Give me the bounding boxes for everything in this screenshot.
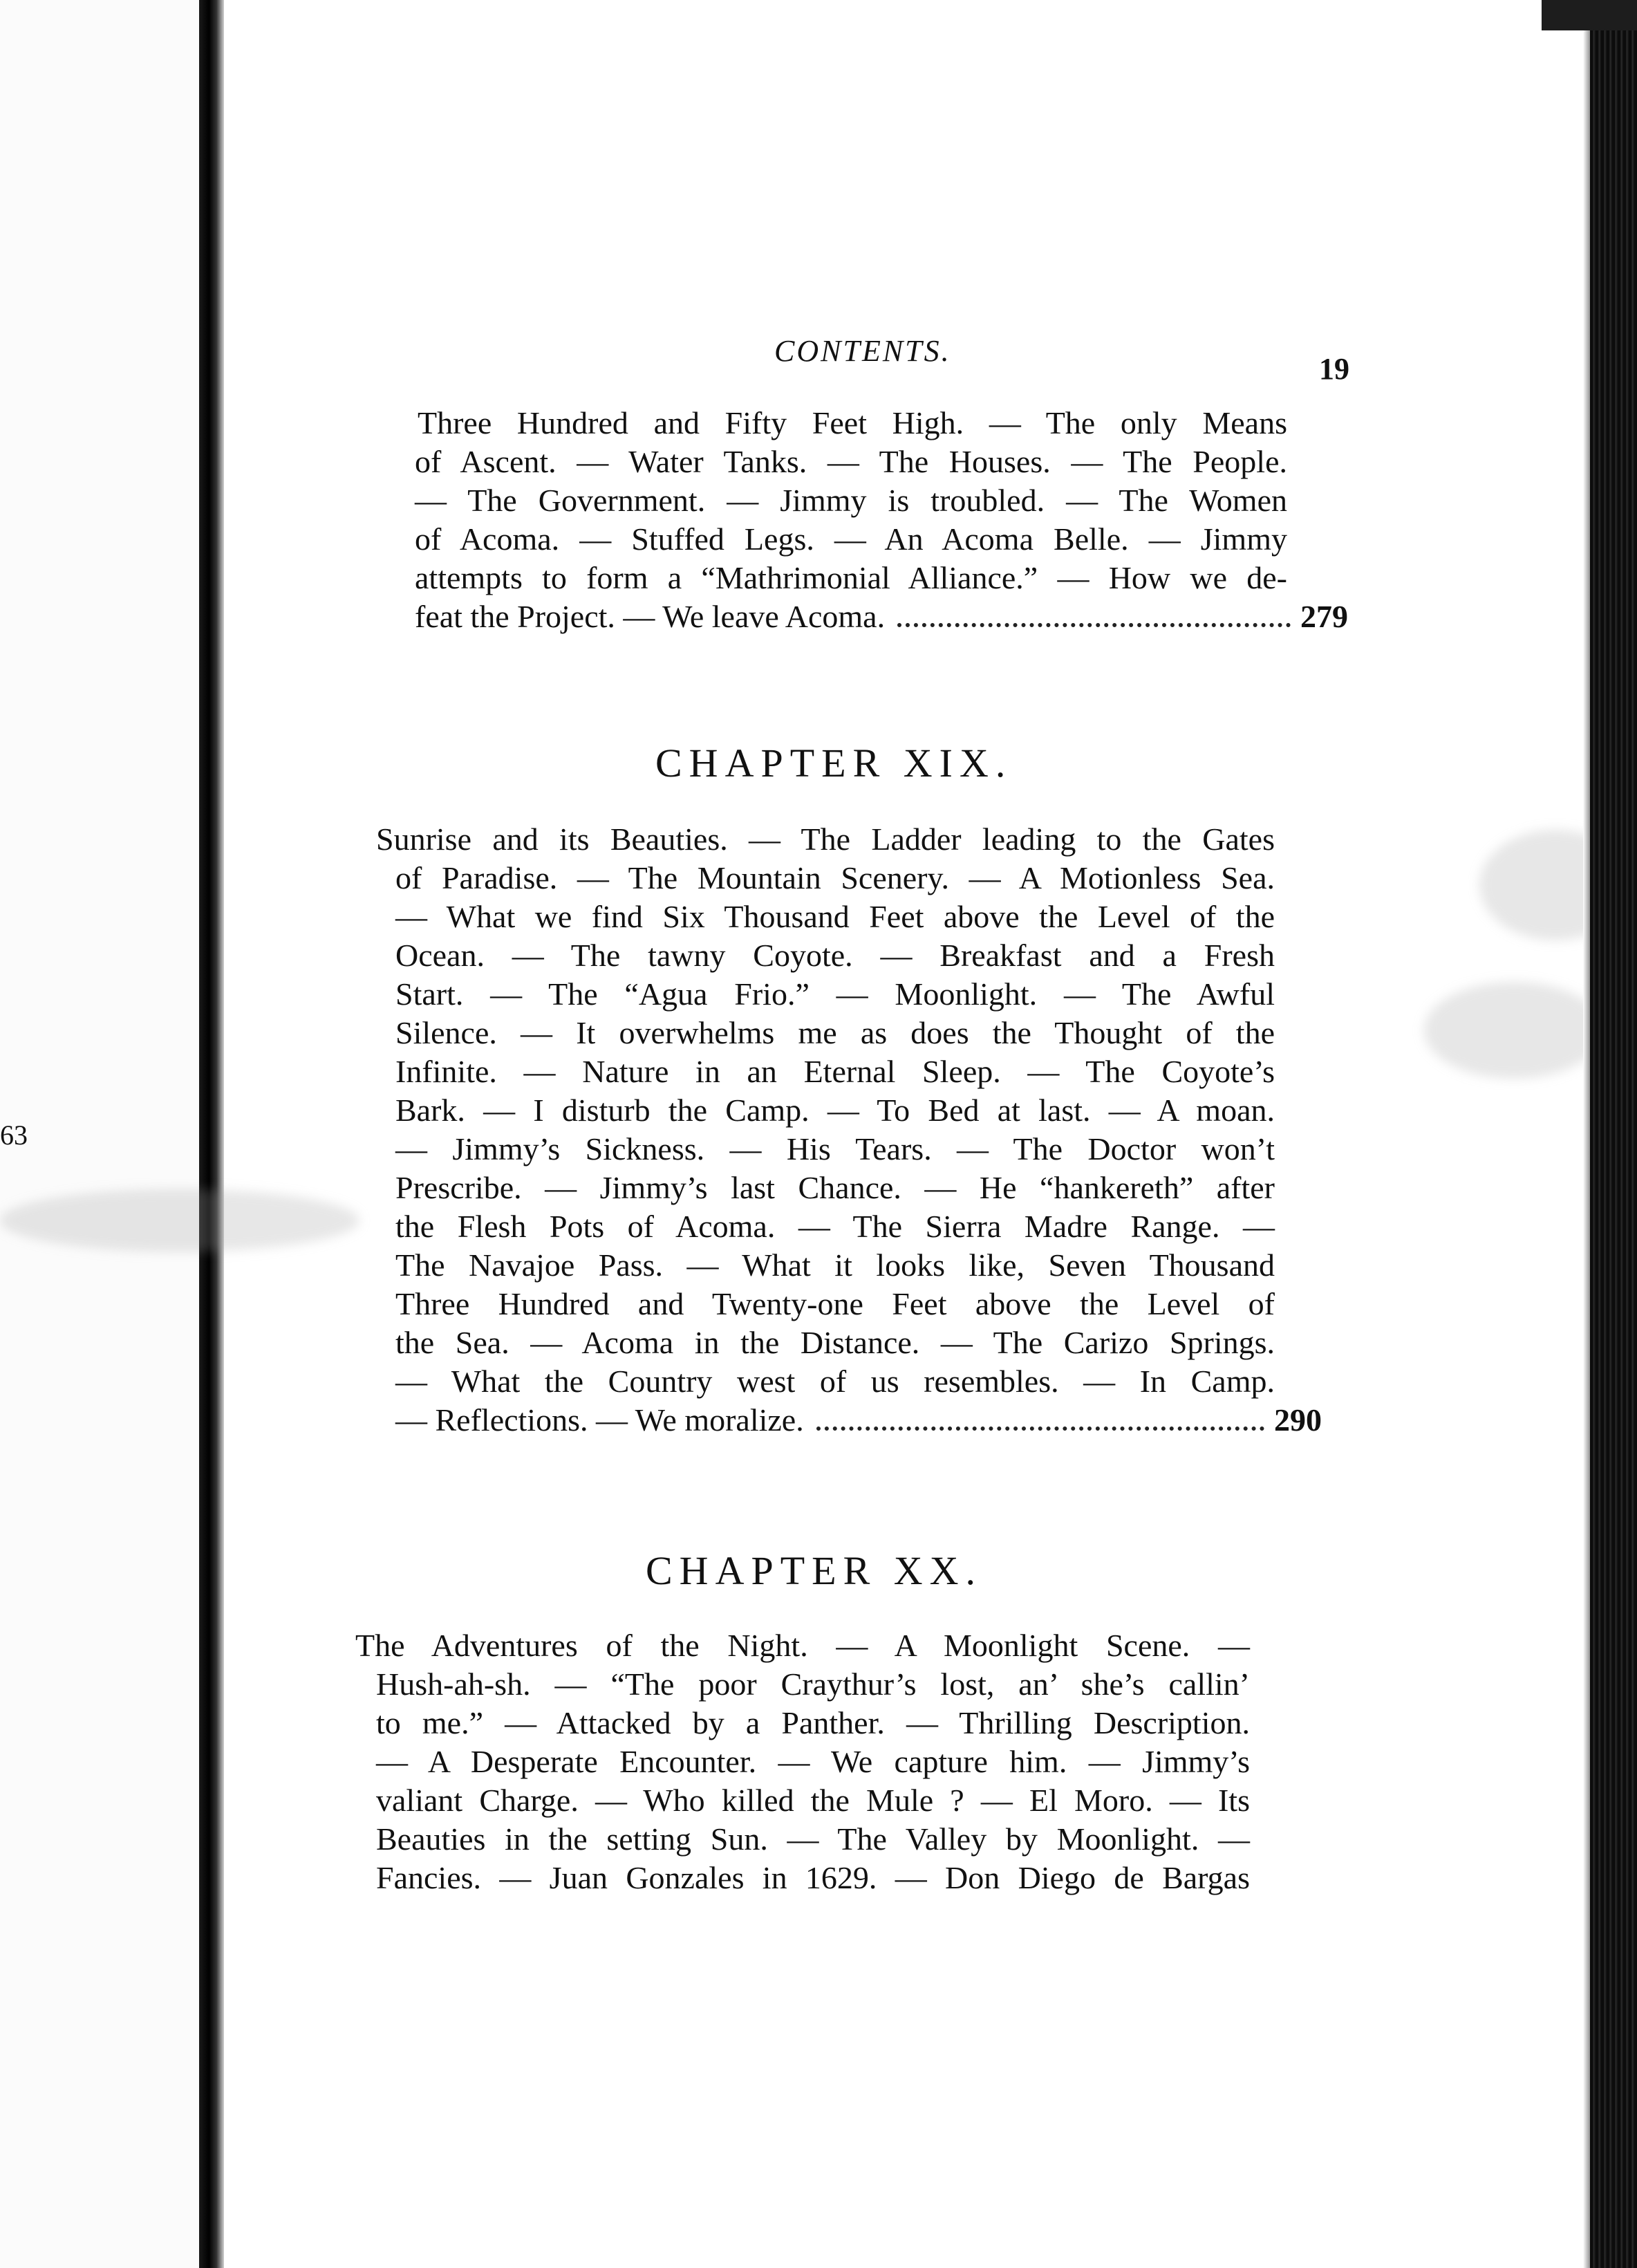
toc-line: — A Desperate Encounter. — We capture him. — Jimmy’s — [376, 1744, 1250, 1779]
toc-line: feat the Project. — We leave Acoma. — [415, 599, 886, 634]
toc-line: Three Hundred and Fifty Feet High. — The only Means — [418, 405, 1287, 440]
dot-leader — [897, 623, 1291, 627]
toc-line: of Acoma. — Stuffed Legs. — An Acoma Belle. — Jimmy — [415, 521, 1287, 557]
running-head: CONTENTS. — [774, 334, 951, 368]
toc-page-number: 290 — [1274, 1402, 1322, 1438]
toc-line: — The Government. — Jimmy is troubled. — The Women — [415, 483, 1287, 518]
toc-line: — Jimmy’s Sickness. — His Tears. — The Doctor won’t — [395, 1131, 1275, 1166]
toc-line: — What the Country west of us resembles. — In Camp. — [395, 1364, 1275, 1399]
paper-stain — [1424, 982, 1604, 1079]
book-gutter — [199, 0, 224, 2268]
toc-line: to me.” — Attacked by a Panther. — Thrilling Description. — [376, 1705, 1250, 1740]
toc-line: Start. — The “Agua Frio.” — Moonlight. — The Awful — [395, 976, 1275, 1012]
book-top-edge — [1542, 0, 1637, 30]
toc-line: The Navajoe Pass. — What it looks like, Seven Thousand — [395, 1247, 1275, 1283]
toc-line: Bark. — I disturb the Camp. — To Bed at last. — A moan. — [395, 1093, 1275, 1128]
toc-line: Ocean. — The tawny Coyote. — Breakfast and a Fresh — [395, 938, 1275, 973]
left-page-number: 63 — [0, 1119, 28, 1151]
toc-line: the Flesh Pots of Acoma. — The Sierra Madre Range. — — [395, 1209, 1275, 1244]
chapter-heading: CHAPTER XIX. — [655, 741, 1013, 786]
book-page-edges — [1590, 28, 1637, 2268]
toc-line: Three Hundred and Twenty-one Feet above the Level of — [395, 1286, 1275, 1321]
toc-line-with-page — [415, 597, 1348, 637]
toc-line: — Reflections. — We moralize. — [395, 1402, 804, 1438]
toc-line: Infinite. — Nature in an Eternal Sleep. — The Coyote’s — [395, 1054, 1275, 1089]
chapter-heading: CHAPTER XX. — [646, 1548, 983, 1593]
toc-line: Silence. — It overwhelms me as does the Thought of the — [395, 1015, 1275, 1050]
toc-line: of Ascent. — Water Tanks. — The Houses. — The People. — [415, 444, 1287, 479]
toc-entry-chapter-xix — [376, 820, 1322, 1440]
paper-stain — [0, 1189, 359, 1252]
toc-line: Beauties in the setting Sun. — The Valley by Moonlight. — — [376, 1821, 1250, 1857]
toc-entry-continued — [415, 404, 1348, 637]
toc-line: Fancies. — Juan Gonzales in 1629. — Don Diego de Bargas — [376, 1860, 1250, 1895]
toc-line: attempts to form a “Mathrimonial Alliance.” — How we de- — [415, 560, 1287, 595]
toc-line: Sunrise and its Beauties. — The Ladder leading to the Gates — [376, 821, 1275, 857]
left-page — [0, 0, 200, 2268]
toc-page-number: 279 — [1300, 599, 1348, 634]
toc-line: valiant Charge. — Who killed the Mule ? — El Moro. — Its — [376, 1783, 1250, 1818]
toc-entry-chapter-xx — [355, 1626, 1250, 1897]
toc-line: the Sea. — Acoma in the Distance. — The Carizo Springs. — [395, 1325, 1275, 1360]
toc-line: The Adventures of the Night. — A Moonlight Scene. — — [355, 1628, 1250, 1663]
toc-line: of Paradise. — The Mountain Scenery. — A Motionless Sea. — [395, 860, 1275, 895]
dot-leader — [816, 1426, 1264, 1431]
toc-line: Prescribe. — Jimmy’s last Chance. — He “hankereth” after — [395, 1170, 1275, 1205]
toc-line: — What we find Six Thousand Feet above the Level of the — [395, 899, 1275, 934]
toc-line-with-page — [395, 1401, 1322, 1440]
page-number: 19 — [1319, 352, 1349, 386]
toc-line: Hush-ah-sh. — “The poor Craythur’s lost, an’ she’s callin’ — [376, 1666, 1250, 1702]
